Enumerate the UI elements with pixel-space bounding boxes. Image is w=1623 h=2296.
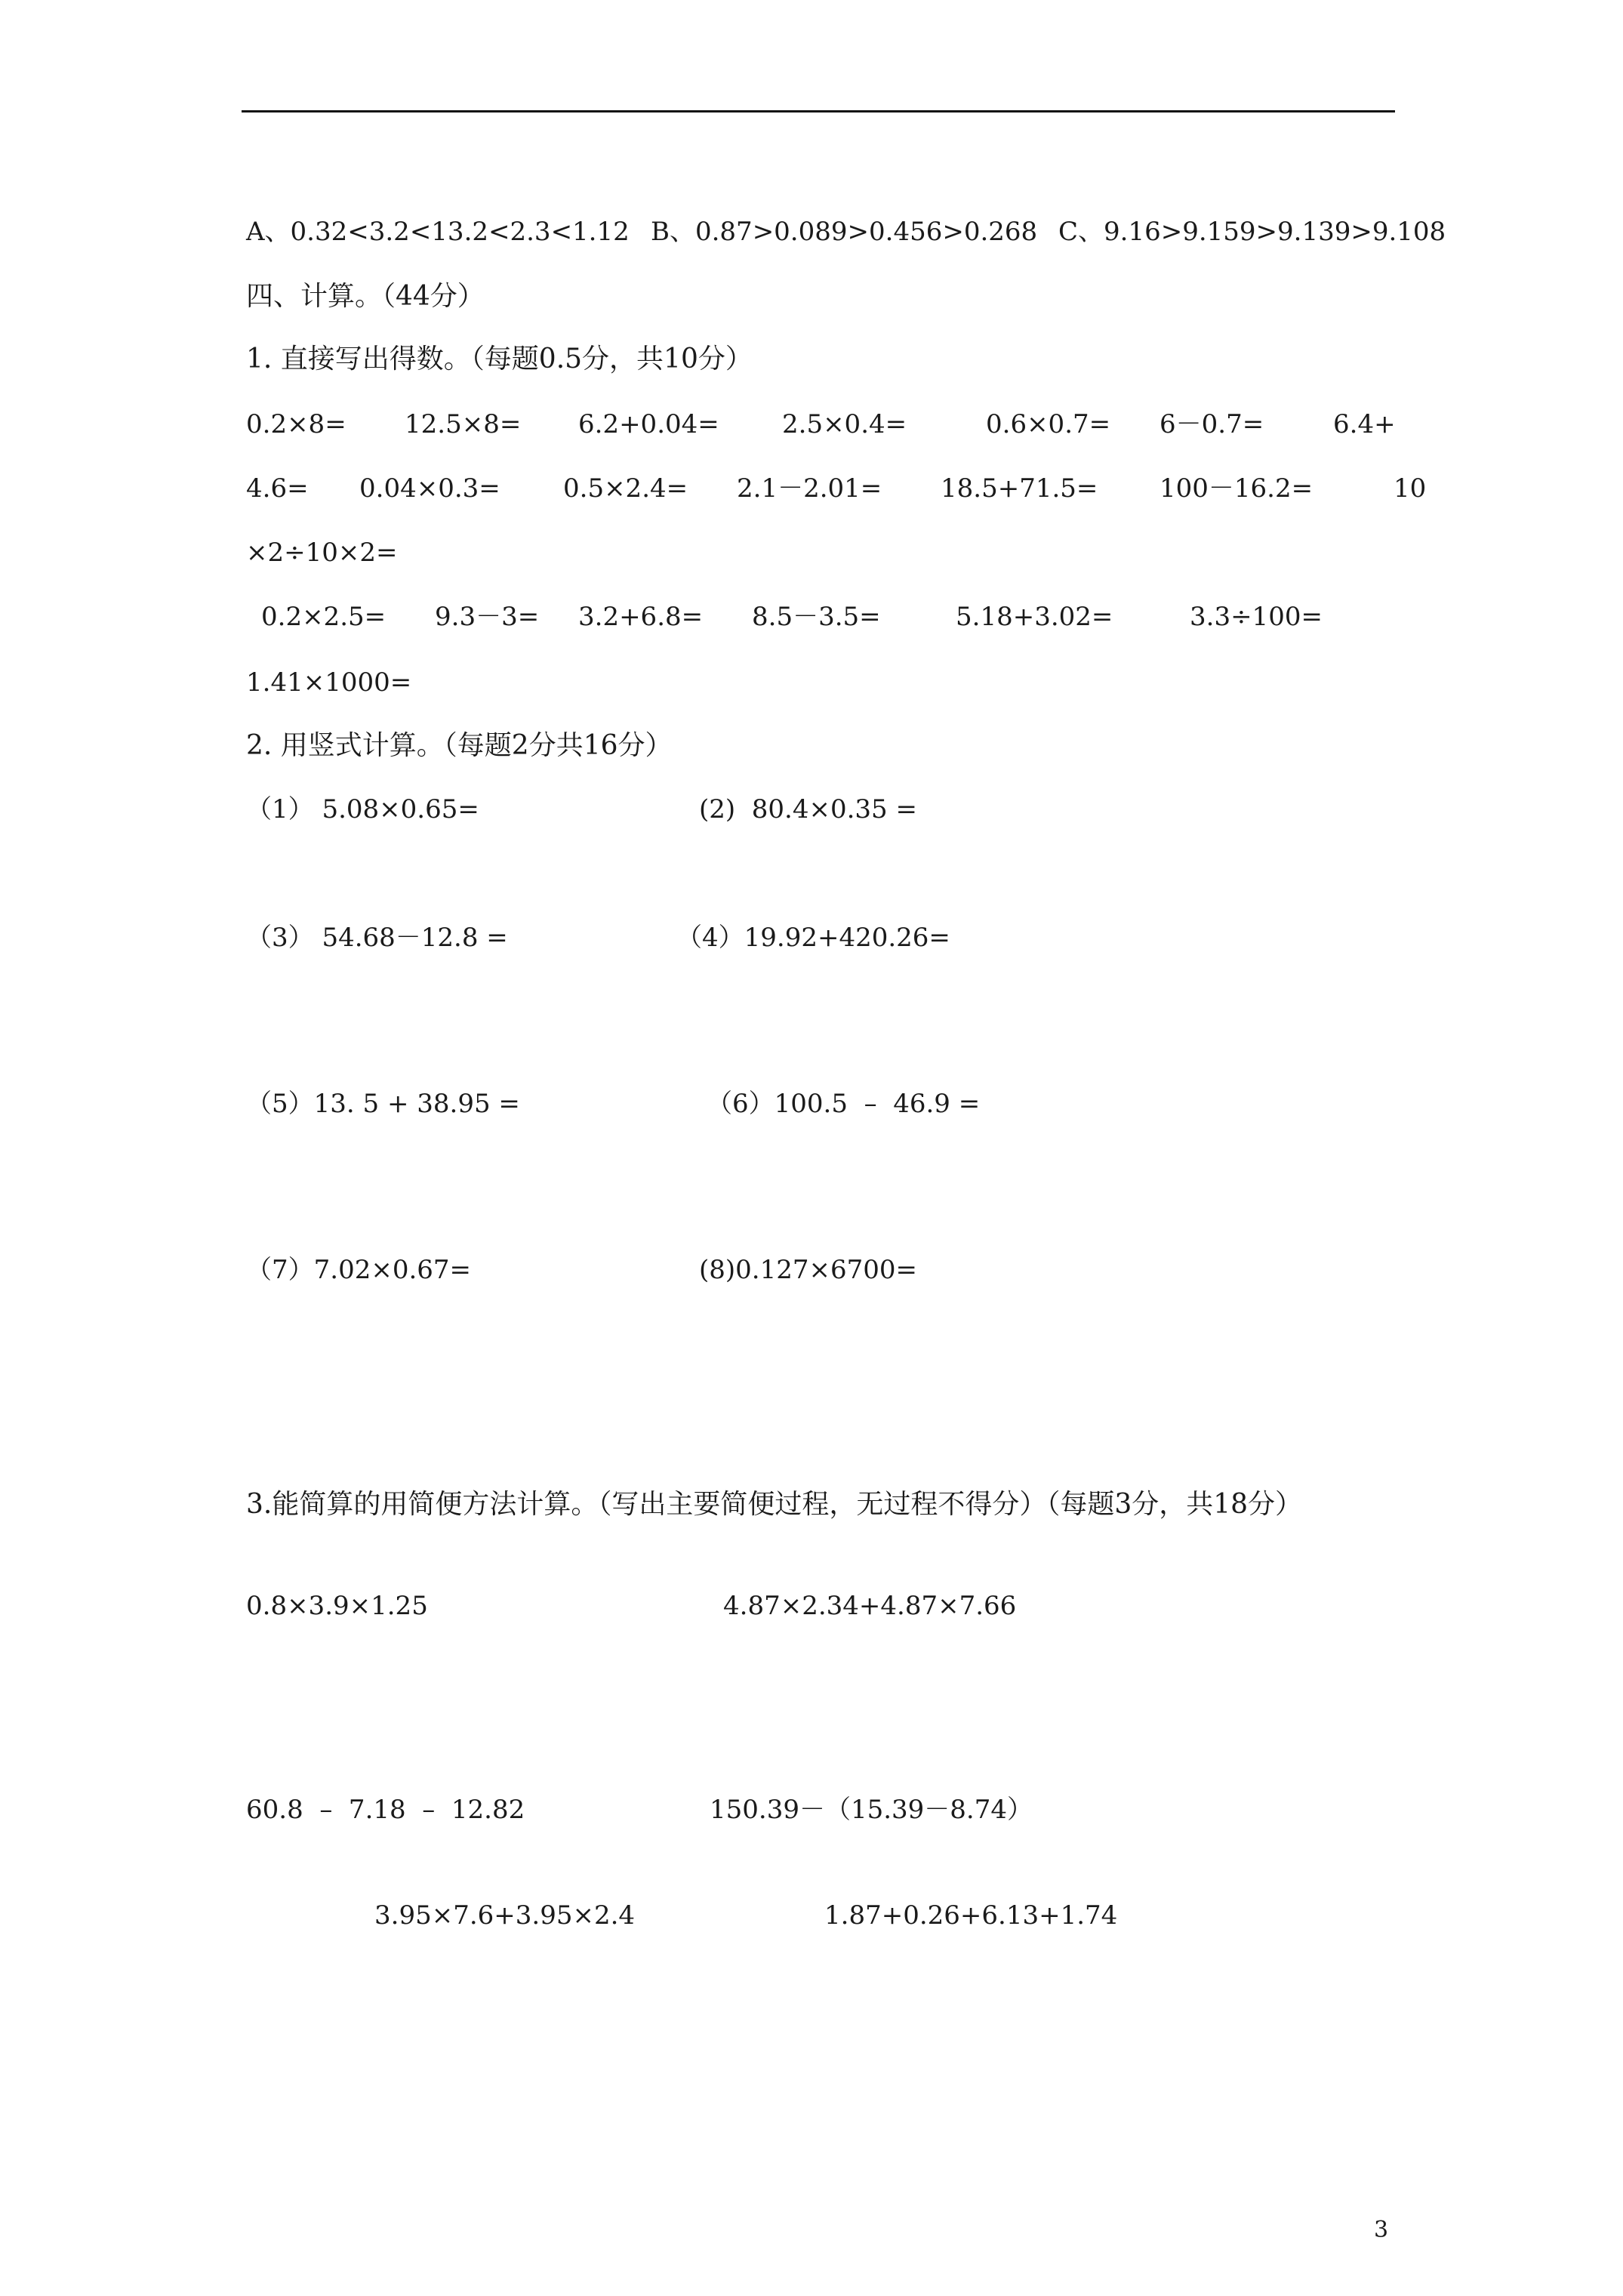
oral-problem: 2.1－2.01= bbox=[737, 473, 882, 504]
choice-a: A、0.32<3.2<13.2<2.3<1.12 bbox=[246, 217, 630, 247]
oral-problem: 6－0.7= bbox=[1160, 409, 1264, 439]
part3-title: 3.能简算的用简便方法计算。（写出主要简便过程，无过程不得分）（每题3分，共18分） bbox=[246, 1489, 1303, 1520]
oral-problem: 5.18+3.02= bbox=[956, 602, 1113, 632]
oral-problem: 0.04×0.3= bbox=[359, 473, 500, 504]
part1-title: 1. 直接写出得数。（每题0.5分，共10分） bbox=[246, 344, 753, 374]
choice-b: B、0.87>0.089>0.456>0.268 bbox=[651, 217, 1038, 247]
oral-problem: 100－16.2= bbox=[1160, 473, 1313, 504]
part2-title: 2. 用竖式计算。（每题2分共16分） bbox=[246, 730, 673, 761]
oral-problem: 8.5－3.5= bbox=[752, 602, 881, 632]
choice-c: C、9.16>9.159>9.139>9.108 bbox=[1058, 217, 1446, 247]
page-number: 3 bbox=[1374, 2217, 1389, 2243]
simplify-problem: 0.8×3.9×1.25 bbox=[246, 1591, 428, 1621]
simplify-problem: 4.87×2.34+4.87×7.66 bbox=[723, 1591, 1017, 1621]
oral-problem: 0.2×2.5= bbox=[261, 602, 387, 632]
oral-problem: 3.3÷100= bbox=[1190, 602, 1323, 632]
oral-problem: 6.2+0.04= bbox=[578, 409, 719, 439]
oral-problem: 18.5+71.5= bbox=[941, 473, 1098, 504]
vertical-problem: （1） 5.08×0.65= bbox=[246, 794, 479, 824]
oral-problem: 4.6= bbox=[246, 473, 309, 504]
oral-problem: 0.6×0.7= bbox=[986, 409, 1111, 439]
vertical-problem: （7）7.02×0.67= bbox=[246, 1255, 472, 1285]
oral-problem: 1.41×1000= bbox=[246, 667, 412, 698]
oral-problem: 9.3－3= bbox=[435, 602, 540, 632]
oral-problem: 10 bbox=[1394, 473, 1427, 504]
vertical-problem: （4）19.92+420.26= bbox=[676, 923, 950, 953]
oral-problem: 0.5×2.4= bbox=[563, 473, 688, 504]
oral-problem: ×2÷10×2= bbox=[246, 538, 398, 568]
simplify-problem: 3.95×7.6+3.95×2.4 bbox=[374, 1900, 636, 1931]
section4-title: 四、计算。（44分） bbox=[246, 281, 485, 312]
oral-problem: 12.5×8= bbox=[405, 409, 522, 439]
vertical-problem: （6）100.5 – 46.9 = bbox=[707, 1089, 981, 1119]
simplify-problem: 150.39－（15.39－8.74） bbox=[710, 1795, 1033, 1825]
simplify-problem: 60.8 – 7.18 – 12.82 bbox=[246, 1795, 525, 1825]
oral-problem: 3.2+6.8= bbox=[578, 602, 704, 632]
vertical-problem: (2) 80.4×0.35 = bbox=[699, 794, 917, 824]
oral-problem: 0.2×8= bbox=[246, 409, 346, 439]
vertical-problem: （3） 54.68－12.8 = bbox=[246, 923, 508, 953]
oral-problem: 2.5×0.4= bbox=[782, 409, 907, 439]
simplify-problem: 1.87+0.26+6.13+1.74 bbox=[824, 1900, 1118, 1931]
header-rule bbox=[242, 110, 1395, 112]
vertical-problem: (8)0.127×6700= bbox=[699, 1255, 917, 1285]
oral-problem: 6.4+ bbox=[1333, 409, 1396, 439]
vertical-problem: （5）13. 5 + 38.95 = bbox=[246, 1089, 520, 1119]
